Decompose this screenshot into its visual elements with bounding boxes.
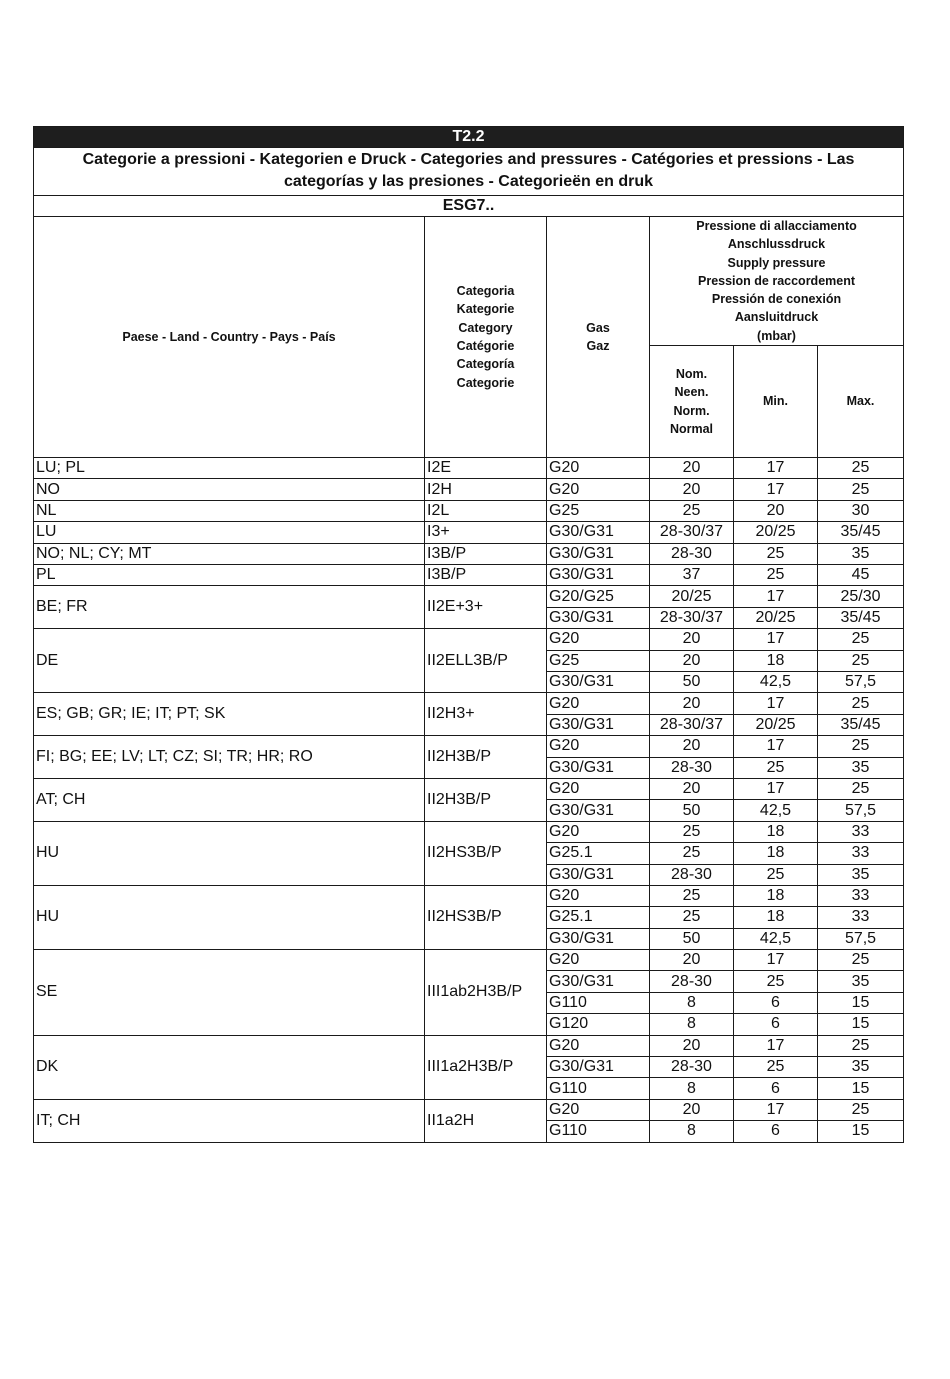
- gas-cell: G25.1: [547, 843, 650, 864]
- min-pressure-cell: 17: [734, 693, 818, 714]
- nominal-pressure-cell: 50: [650, 928, 734, 949]
- max-pressure-cell: 25: [818, 1099, 904, 1120]
- nominal-pressure-cell: 8: [650, 992, 734, 1013]
- nominal-header-line: Normal: [669, 421, 714, 436]
- nominal-pressure-cell: 50: [650, 671, 734, 692]
- max-pressure-cell: 15: [818, 1014, 904, 1035]
- max-pressure-cell: 35: [818, 1057, 904, 1078]
- nominal-pressure-cell: 8: [650, 1078, 734, 1099]
- nominal-pressure-header: [650, 346, 734, 458]
- max-pressure-cell: 25: [818, 479, 904, 500]
- min-pressure-cell: 17: [734, 1035, 818, 1056]
- gas-cell: G110: [547, 992, 650, 1013]
- gas-cell: G20: [547, 1099, 650, 1120]
- min-pressure-cell: 6: [734, 1121, 818, 1142]
- gas-cell: G20: [547, 1035, 650, 1056]
- category-cell: II2E+3+: [425, 586, 547, 629]
- max-pressure-cell: 33: [818, 843, 904, 864]
- category-cell: I3B/P: [425, 565, 547, 586]
- min-pressure-cell: 25: [734, 971, 818, 992]
- country-cell: NL: [34, 500, 425, 521]
- category-cell: II2H3+: [425, 693, 547, 736]
- min-pressure-cell: 6: [734, 1014, 818, 1035]
- min-pressure-cell: 18: [734, 907, 818, 928]
- pressure-header-line: Pressione di allacciamento: [696, 219, 857, 233]
- gas-cell: G30/G31: [547, 522, 650, 543]
- max-pressure-cell: 35: [818, 757, 904, 778]
- category-cell: I2H: [425, 479, 547, 500]
- nominal-pressure-cell: 8: [650, 1014, 734, 1035]
- table-row: [34, 565, 904, 586]
- pressure-header-line: Supply pressure: [727, 255, 826, 270]
- country-cell: ES; GB; GR; IE; IT; PT; SK: [34, 693, 425, 736]
- min-pressure-cell: 17: [734, 629, 818, 650]
- supply-pressure-header: [650, 217, 904, 346]
- nominal-pressure-cell: 25: [650, 843, 734, 864]
- gas-cell: G25.1: [547, 907, 650, 928]
- nominal-pressure-cell: 28-30: [650, 1057, 734, 1078]
- table-row: [34, 522, 904, 543]
- max-pressure-cell: 45: [818, 565, 904, 586]
- min-pressure-header: Min.: [734, 346, 818, 458]
- nominal-pressure-cell: 20: [650, 629, 734, 650]
- nominal-pressure-cell: 28-30: [650, 971, 734, 992]
- min-pressure-cell: 42,5: [734, 928, 818, 949]
- nominal-pressure-cell: 20: [650, 950, 734, 971]
- max-pressure-cell: 15: [818, 992, 904, 1013]
- category-cell: III1a2H3B/P: [425, 1035, 547, 1099]
- pressure-header-line: Aansluitdruck: [734, 310, 819, 325]
- nominal-pressure-cell: 28-30/37: [650, 714, 734, 735]
- category-cell: II1a2H: [425, 1099, 547, 1142]
- max-pressure-cell: 33: [818, 821, 904, 842]
- table-row: [34, 629, 904, 650]
- category-cell: I2E: [425, 458, 547, 479]
- category-column-header: [425, 217, 547, 458]
- gas-cell: G20: [547, 950, 650, 971]
- country-cell: IT; CH: [34, 1099, 425, 1142]
- max-pressure-cell: 25/30: [818, 586, 904, 607]
- nominal-pressure-cell: 25: [650, 821, 734, 842]
- gas-header-line: Gas: [586, 320, 610, 335]
- gas-cell: G30/G31: [547, 565, 650, 586]
- gas-cell: G30/G31: [547, 864, 650, 885]
- table-row: [34, 458, 904, 479]
- max-pressure-cell: 35/45: [818, 607, 904, 628]
- min-pressure-cell: 17: [734, 736, 818, 757]
- country-cell: DK: [34, 1035, 425, 1099]
- max-pressure-cell: 15: [818, 1078, 904, 1099]
- max-pressure-cell: 35: [818, 543, 904, 564]
- table-body: [34, 458, 904, 1143]
- gas-cell: G20: [547, 458, 650, 479]
- table-row: [34, 500, 904, 521]
- category-cell: II2HS3B/P: [425, 821, 547, 885]
- min-pressure-cell: 17: [734, 778, 818, 799]
- nominal-pressure-cell: 37: [650, 565, 734, 586]
- category-cell: II2HS3B/P: [425, 885, 547, 949]
- table-row: [34, 821, 904, 842]
- min-pressure-cell: 17: [734, 950, 818, 971]
- category-header-line: Kategorie: [456, 302, 515, 317]
- min-pressure-cell: 20/25: [734, 607, 818, 628]
- gas-cell: G25: [547, 500, 650, 521]
- nominal-pressure-cell: 28-30: [650, 543, 734, 564]
- country-cell: SE: [34, 950, 425, 1036]
- max-pressure-cell: 33: [818, 907, 904, 928]
- gas-categories-table: [33, 126, 904, 1143]
- min-pressure-cell: 18: [734, 885, 818, 906]
- gas-cell: G20: [547, 479, 650, 500]
- country-cell: FI; BG; EE; LV; LT; CZ; SI; TR; HR; RO: [34, 736, 425, 779]
- category-header-line: Categorie: [456, 375, 515, 390]
- max-pressure-cell: 25: [818, 693, 904, 714]
- min-pressure-cell: 20/25: [734, 714, 818, 735]
- nominal-pressure-cell: 50: [650, 800, 734, 821]
- country-cell: PL: [34, 565, 425, 586]
- gas-cell: G20: [547, 821, 650, 842]
- min-pressure-cell: 18: [734, 650, 818, 671]
- gas-cell: G30/G31: [547, 800, 650, 821]
- min-pressure-cell: 42,5: [734, 800, 818, 821]
- nominal-pressure-cell: 28-30/37: [650, 607, 734, 628]
- pressure-header-line: (mbar): [757, 328, 796, 343]
- nominal-pressure-cell: 20: [650, 458, 734, 479]
- max-pressure-cell: 15: [818, 1121, 904, 1142]
- max-pressure-cell: 25: [818, 950, 904, 971]
- max-pressure-cell: 25: [818, 650, 904, 671]
- gas-cell: G20: [547, 693, 650, 714]
- nominal-pressure-cell: 20: [650, 479, 734, 500]
- gas-cell: G30/G31: [547, 757, 650, 778]
- min-pressure-cell: 17: [734, 586, 818, 607]
- max-pressure-cell: 57,5: [818, 671, 904, 692]
- min-pressure-cell: 20/25: [734, 522, 818, 543]
- min-pressure-cell: 25: [734, 864, 818, 885]
- table-row: [34, 479, 904, 500]
- gas-cell: G110: [547, 1121, 650, 1142]
- max-pressure-cell: 35: [818, 864, 904, 885]
- category-header-line: Catégorie: [456, 339, 515, 354]
- max-pressure-cell: 25: [818, 629, 904, 650]
- min-pressure-cell: 17: [734, 458, 818, 479]
- max-pressure-cell: 30: [818, 500, 904, 521]
- nominal-pressure-cell: 20: [650, 693, 734, 714]
- category-cell: III1ab2H3B/P: [425, 950, 547, 1036]
- country-column-header: Paese - Land - Country - Pays - País: [34, 217, 425, 458]
- gas-cell: G30/G31: [547, 714, 650, 735]
- country-cell: HU: [34, 885, 425, 949]
- table-row: [34, 950, 904, 971]
- nominal-pressure-cell: 8: [650, 1121, 734, 1142]
- nominal-pressure-cell: 20/25: [650, 586, 734, 607]
- min-pressure-cell: 25: [734, 543, 818, 564]
- min-pressure-cell: 6: [734, 992, 818, 1013]
- max-pressure-cell: 25: [818, 458, 904, 479]
- nominal-pressure-cell: 20: [650, 1099, 734, 1120]
- min-pressure-cell: 25: [734, 757, 818, 778]
- gas-cell: G30/G31: [547, 971, 650, 992]
- table-row: [34, 693, 904, 714]
- pressure-header-line: Anschlussdruck: [727, 237, 826, 252]
- category-header-line: Category: [458, 320, 513, 335]
- country-cell: NO; NL; CY; MT: [34, 543, 425, 564]
- country-cell: AT; CH: [34, 778, 425, 821]
- country-cell: HU: [34, 821, 425, 885]
- min-pressure-cell: 18: [734, 821, 818, 842]
- category-cell: II2H3B/P: [425, 736, 547, 779]
- gas-cell: G20: [547, 885, 650, 906]
- table-row: [34, 736, 904, 757]
- min-pressure-cell: 42,5: [734, 671, 818, 692]
- gas-cell: G30/G31: [547, 671, 650, 692]
- country-cell: DE: [34, 629, 425, 693]
- nominal-pressure-cell: 28-30/37: [650, 522, 734, 543]
- gas-cell: G30/G31: [547, 543, 650, 564]
- gas-cell: G120: [547, 1014, 650, 1035]
- min-pressure-cell: 17: [734, 1099, 818, 1120]
- gas-cell: G30/G31: [547, 928, 650, 949]
- table-title: Categorie a pressioni - Kategorien e Druck - Categories and pressures - Catégories et pressions - Las categorías y las presiones - Categorieën en druk: [34, 148, 904, 196]
- category-cell: I3B/P: [425, 543, 547, 564]
- table-row: [34, 1035, 904, 1056]
- min-pressure-cell: 25: [734, 1057, 818, 1078]
- gas-cell: G30/G31: [547, 1057, 650, 1078]
- gas-cell: G20: [547, 778, 650, 799]
- table-row: [34, 885, 904, 906]
- country-cell: LU: [34, 522, 425, 543]
- gas-cell: G20: [547, 629, 650, 650]
- model-designation: ESG7..: [34, 196, 904, 217]
- min-pressure-cell: 6: [734, 1078, 818, 1099]
- max-pressure-cell: 25: [818, 736, 904, 757]
- nominal-header-line: Nom.: [675, 366, 708, 381]
- pressure-header-line: Pression de raccordement: [698, 273, 856, 288]
- nominal-pressure-cell: 20: [650, 650, 734, 671]
- table-row: [34, 586, 904, 607]
- gas-cell: G30/G31: [547, 607, 650, 628]
- country-cell: BE; FR: [34, 586, 425, 629]
- max-pressure-cell: 57,5: [818, 800, 904, 821]
- nominal-pressure-cell: 20: [650, 778, 734, 799]
- category-header-line: Categoria: [456, 284, 515, 299]
- nominal-pressure-cell: 25: [650, 500, 734, 521]
- country-cell: NO: [34, 479, 425, 500]
- gas-header-line: Gaz: [586, 339, 610, 354]
- table-id-banner: T2.2: [34, 127, 904, 148]
- max-pressure-header: Max.: [818, 346, 904, 458]
- max-pressure-cell: 33: [818, 885, 904, 906]
- max-pressure-cell: 35: [818, 971, 904, 992]
- gas-column-header: [547, 217, 650, 458]
- category-cell: II2H3B/P: [425, 778, 547, 821]
- min-pressure-cell: 20: [734, 500, 818, 521]
- min-pressure-cell: 18: [734, 843, 818, 864]
- max-pressure-cell: 25: [818, 1035, 904, 1056]
- min-pressure-cell: 25: [734, 565, 818, 586]
- pressure-header-line: Pressión de conexión: [711, 292, 842, 307]
- gas-categories-document: [33, 126, 903, 1143]
- max-pressure-cell: 35/45: [818, 714, 904, 735]
- table-row: [34, 1099, 904, 1120]
- nominal-pressure-cell: 20: [650, 1035, 734, 1056]
- table-row: [34, 543, 904, 564]
- category-header-line: Categoría: [456, 357, 515, 372]
- gas-cell: G25: [547, 650, 650, 671]
- category-cell: I3+: [425, 522, 547, 543]
- nominal-pressure-cell: 25: [650, 907, 734, 928]
- max-pressure-cell: 25: [818, 778, 904, 799]
- nominal-pressure-cell: 20: [650, 736, 734, 757]
- gas-cell: G110: [547, 1078, 650, 1099]
- category-cell: II2ELL3B/P: [425, 629, 547, 693]
- nominal-pressure-cell: 28-30: [650, 757, 734, 778]
- gas-cell: G20/G25: [547, 586, 650, 607]
- table-row: [34, 778, 904, 799]
- nominal-pressure-cell: 28-30: [650, 864, 734, 885]
- min-pressure-cell: 17: [734, 479, 818, 500]
- nominal-pressure-cell: 25: [650, 885, 734, 906]
- category-cell: I2L: [425, 500, 547, 521]
- gas-cell: G20: [547, 736, 650, 757]
- max-pressure-cell: 57,5: [818, 928, 904, 949]
- country-cell: LU; PL: [34, 458, 425, 479]
- max-pressure-cell: 35/45: [818, 522, 904, 543]
- nominal-header-line: Norm.: [673, 403, 710, 418]
- nominal-header-line: Neen.: [674, 385, 709, 400]
